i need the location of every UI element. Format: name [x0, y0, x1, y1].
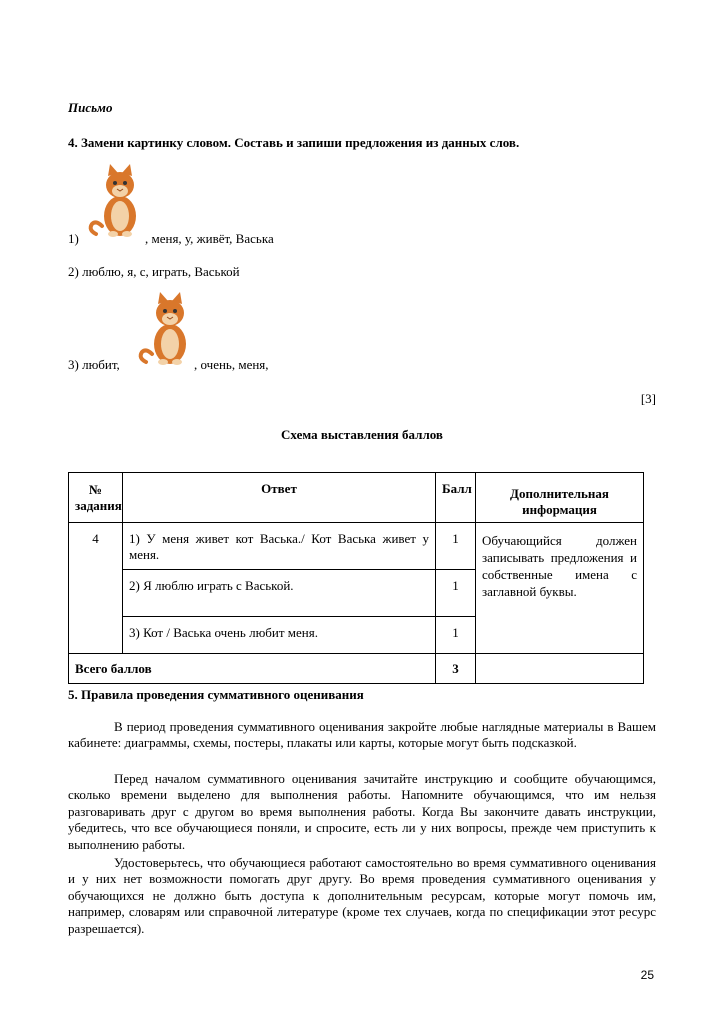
rules-paragraph-1: В период проведения суммативного оценивания закройте любые наглядные материалы в Вашем кабинете: диаграммы, схемы, постеры, плакаты или карты, которые могут быть подсказкой.	[68, 719, 656, 751]
total-row	[69, 654, 644, 684]
task4-score-mark: [3]	[640, 391, 656, 406]
header-points: Балл	[436, 473, 476, 523]
answer-cell: 1) У меня живет кот Васька./ Кот Васька живет у меня.	[123, 523, 436, 570]
score-table	[68, 472, 644, 684]
answer-cell: 3) Кот / Васька очень любит меня.	[123, 617, 436, 654]
header-answer: Ответ	[123, 473, 436, 523]
page-number: 25	[640, 968, 654, 982]
score-table-header	[69, 473, 644, 523]
info-cell: Обучающийся должен записывать предложения и собственные имена с заглавной буквы.	[476, 523, 644, 654]
cat-picture-1	[86, 164, 146, 238]
rules-paragraph-2: Перед началом суммативного оценивания зачитайте инструкцию и сообщите обучающимся, сколько времени выделено для выполнения работы. Напомните обучающимся, что им нельзя разговаривать друг с другом во время выполнения работы. Когда Вы закончите давать инструкции, убедитесь, что все обучающиеся поняли, и спросите, есть ли у них вопросы, прежде чем приступить к выполнению работы.	[68, 771, 656, 852]
answer-cell: 2) Я люблю играть с Васькой.	[123, 570, 436, 617]
points-cell: 1	[436, 523, 476, 570]
header-info: Дополнительная информация	[476, 473, 644, 523]
task-number-cell: 4	[69, 523, 123, 654]
table-row	[69, 523, 644, 570]
rules-paragraph-3: Удостоверьтесь, что обучающиеся работают самостоятельно во время суммативного оценивания и у них нет возможности помогать друг другу. Во время проведения суммативного оценивания у обучающихся не должно быть доступа к дополнительным ресурсам, которые могут помочь им, например, словарям или справочной литературе (кроме тех случаев, когда по спецификации этот ресурс разрешается).	[68, 855, 656, 936]
header-task-number: № задания	[69, 473, 123, 523]
total-info-cell	[476, 654, 644, 684]
points-cell: 1	[436, 570, 476, 617]
sentence-3-words: , очень, меня,	[194, 357, 269, 372]
scheme-title: Схема выставления баллов	[281, 427, 443, 442]
rules-heading: 5. Правила проведения суммативного оценивания	[68, 687, 364, 702]
sentence-1-number: 1)	[68, 231, 79, 246]
task4-heading: 4. Замени картинку словом. Составь и запиши предложения из данных слов.	[68, 135, 520, 150]
total-label: Всего баллов	[69, 654, 436, 684]
points-cell: 1	[436, 617, 476, 654]
total-value: 3	[436, 654, 476, 684]
section-title: Письмо	[68, 100, 113, 115]
cat-picture-2	[136, 292, 196, 366]
sentence-2: 2) люблю, я, с, играть, Васькой	[68, 264, 240, 279]
sentence-1-words: , меня, у, живёт, Васька	[145, 231, 274, 246]
sentence-3-number: 3) любит,	[68, 357, 120, 372]
